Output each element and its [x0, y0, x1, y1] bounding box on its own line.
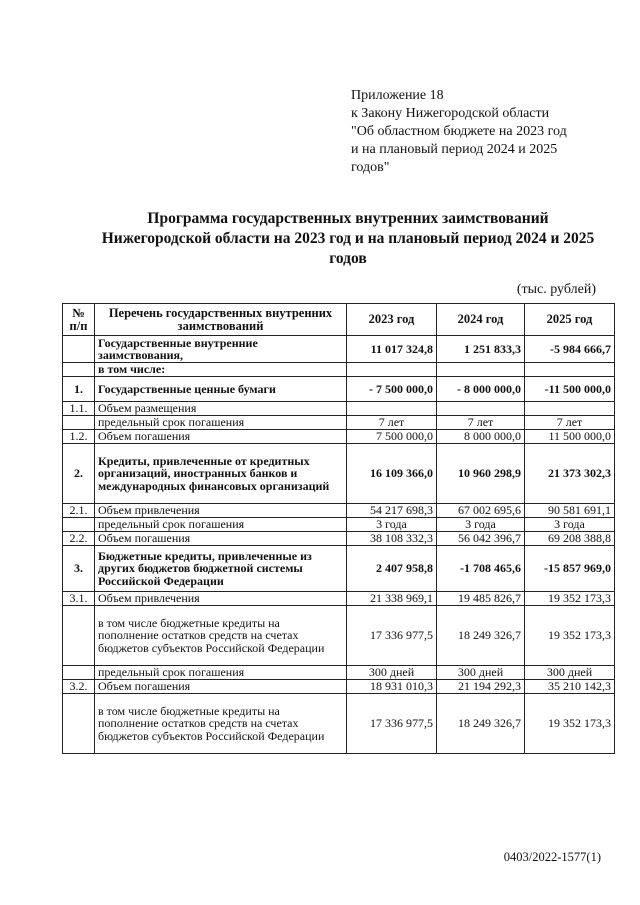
- table-row: [63, 444, 615, 504]
- row-name: Объем погашения: [95, 532, 347, 546]
- row-value-2023: 7 лет: [347, 416, 437, 430]
- row-name: Объем размещения: [95, 402, 347, 416]
- header-2025: 2025 год: [525, 304, 615, 336]
- row-value-2025: -11 500 000,0: [525, 377, 615, 402]
- row-value-2023: 21 338 969,1: [347, 592, 437, 606]
- row-num: [63, 666, 95, 680]
- table-row: [63, 416, 615, 430]
- row-value-2024: 18 249 326,7: [437, 606, 525, 666]
- row-name: Объем погашения: [95, 680, 347, 694]
- table-row: [63, 430, 615, 444]
- row-value-2025: 7 лет: [525, 416, 615, 430]
- row-value-2023: [347, 363, 437, 377]
- row-num: 3.2.: [63, 680, 95, 694]
- row-num: [63, 363, 95, 377]
- row-value-2024: 21 194 292,3: [437, 680, 525, 694]
- row-value-2023: 16 109 366,0: [347, 444, 437, 504]
- table-row: [63, 694, 615, 754]
- row-name: Объем привлечения: [95, 504, 347, 518]
- title-line: Программа государственных внутренних заимствований: [147, 210, 549, 227]
- table-row: [63, 666, 615, 680]
- table-row: [63, 532, 615, 546]
- table-row: [63, 680, 615, 694]
- appendix-line: годов": [351, 160, 390, 175]
- appendix-reference: [351, 87, 611, 177]
- table-row: [63, 336, 615, 363]
- appendix-line: Приложение 18: [351, 88, 444, 103]
- row-num: [63, 606, 95, 666]
- title-line: годов: [329, 250, 367, 267]
- table-row: [63, 363, 615, 377]
- row-value-2025: 19 352 173,3: [525, 694, 615, 754]
- row-value-2025: -5 984 666,7: [525, 336, 615, 363]
- header-name: Перечень государственных внутренних заимствований: [95, 304, 347, 336]
- row-num: 3.1.: [63, 592, 95, 606]
- row-value-2023: 17 336 977,5: [347, 606, 437, 666]
- header-2023: 2023 год: [347, 304, 437, 336]
- row-name: Объем привлечения: [95, 592, 347, 606]
- row-value-2025: 300 дней: [525, 666, 615, 680]
- row-value-2024: 19 485 826,7: [437, 592, 525, 606]
- row-num: [63, 416, 95, 430]
- row-value-2025: 19 352 173,3: [525, 592, 615, 606]
- row-value-2024: [437, 402, 525, 416]
- units-label: (тыс. рублей): [516, 282, 596, 297]
- row-value-2024: 1 251 833,3: [437, 336, 525, 363]
- borrowing-program-table: [62, 303, 615, 754]
- row-value-2025: 11 500 000,0: [525, 430, 615, 444]
- row-value-2025: 3 года: [525, 518, 615, 532]
- row-num: 3.: [63, 546, 95, 592]
- row-name: предельный срок погашения: [95, 416, 347, 430]
- row-value-2023: 11 017 324,8: [347, 336, 437, 363]
- row-value-2024: 10 960 298,9: [437, 444, 525, 504]
- header-num: № п/п: [63, 304, 95, 336]
- row-num: [63, 336, 95, 363]
- row-value-2023: 7 500 000,0: [347, 430, 437, 444]
- row-value-2024: 7 лет: [437, 416, 525, 430]
- row-value-2025: [525, 402, 615, 416]
- row-num: 2.: [63, 444, 95, 504]
- row-value-2025: 90 581 691,1: [525, 504, 615, 518]
- row-value-2024: 56 042 396,7: [437, 532, 525, 546]
- row-value-2024: -1 708 465,6: [437, 546, 525, 592]
- table-row: [63, 402, 615, 416]
- row-name: в том числе бюджетные кредиты на пополнение остатков средств на счетах бюджетов субъектов Российской Федерации: [95, 694, 347, 754]
- row-value-2025: [525, 363, 615, 377]
- title-line: Нижегородской области на 2023 год и на плановый период 2024 и 2025: [101, 230, 595, 247]
- row-value-2025: -15 857 969,0: [525, 546, 615, 592]
- row-value-2023: 54 217 698,3: [347, 504, 437, 518]
- row-name: Объем погашения: [95, 430, 347, 444]
- row-value-2023: - 7 500 000,0: [347, 377, 437, 402]
- table-row: [63, 606, 615, 666]
- row-name: Кредиты, привлеченные от кредитных организаций, иностранных банков и международных финансовых организаций: [95, 444, 347, 504]
- row-value-2023: 3 года: [347, 518, 437, 532]
- row-num: 1.2.: [63, 430, 95, 444]
- row-value-2025: 21 373 302,3: [525, 444, 615, 504]
- row-value-2025: 69 208 388,8: [525, 532, 615, 546]
- row-value-2024: [437, 363, 525, 377]
- row-value-2024: 18 249 326,7: [437, 694, 525, 754]
- table-row: [63, 377, 615, 402]
- row-num: [63, 694, 95, 754]
- table-row: [63, 518, 615, 532]
- row-name: предельный срок погашения: [95, 518, 347, 532]
- row-name: Бюджетные кредиты, привлеченные из других бюджетов бюджетной системы Российской Федерации: [95, 546, 347, 592]
- row-value-2024: 300 дней: [437, 666, 525, 680]
- row-value-2024: 67 002 695,6: [437, 504, 525, 518]
- row-num: 1.: [63, 377, 95, 402]
- table-header-row: [63, 304, 615, 336]
- row-value-2024: 3 года: [437, 518, 525, 532]
- table-row: [63, 504, 615, 518]
- row-value-2023: 38 108 332,3: [347, 532, 437, 546]
- appendix-line: "Об областном бюджете на 2023 год: [351, 124, 567, 139]
- table-row: [63, 592, 615, 606]
- row-name: в том числе:: [95, 363, 347, 377]
- row-value-2023: [347, 402, 437, 416]
- row-value-2023: 300 дней: [347, 666, 437, 680]
- row-value-2024: - 8 000 000,0: [437, 377, 525, 402]
- row-name: предельный срок погашения: [95, 666, 347, 680]
- appendix-line: и на плановый период 2024 и 2025: [351, 142, 558, 157]
- table-row: [63, 546, 615, 592]
- row-num: [63, 518, 95, 532]
- header-2024: 2024 год: [437, 304, 525, 336]
- row-name: в том числе бюджетные кредиты на пополнение остатков средств на счетах бюджетов субъектов Российской Федерации: [95, 606, 347, 666]
- document-title: [62, 209, 634, 269]
- row-value-2023: 17 336 977,5: [347, 694, 437, 754]
- document-code: 0403/2022-1577(1): [503, 850, 601, 864]
- row-value-2024: 8 000 000,0: [437, 430, 525, 444]
- row-num: 1.1.: [63, 402, 95, 416]
- row-value-2025: 19 352 173,3: [525, 606, 615, 666]
- row-name: Государственные внутренние заимствования,: [95, 336, 347, 363]
- row-num: 2.2.: [63, 532, 95, 546]
- row-name: Государственные ценные бумаги: [95, 377, 347, 402]
- row-value-2023: 2 407 958,8: [347, 546, 437, 592]
- row-num: 2.1.: [63, 504, 95, 518]
- row-value-2023: 18 931 010,3: [347, 680, 437, 694]
- row-value-2025: 35 210 142,3: [525, 680, 615, 694]
- appendix-line: к Закону Нижегородской области: [351, 106, 550, 121]
